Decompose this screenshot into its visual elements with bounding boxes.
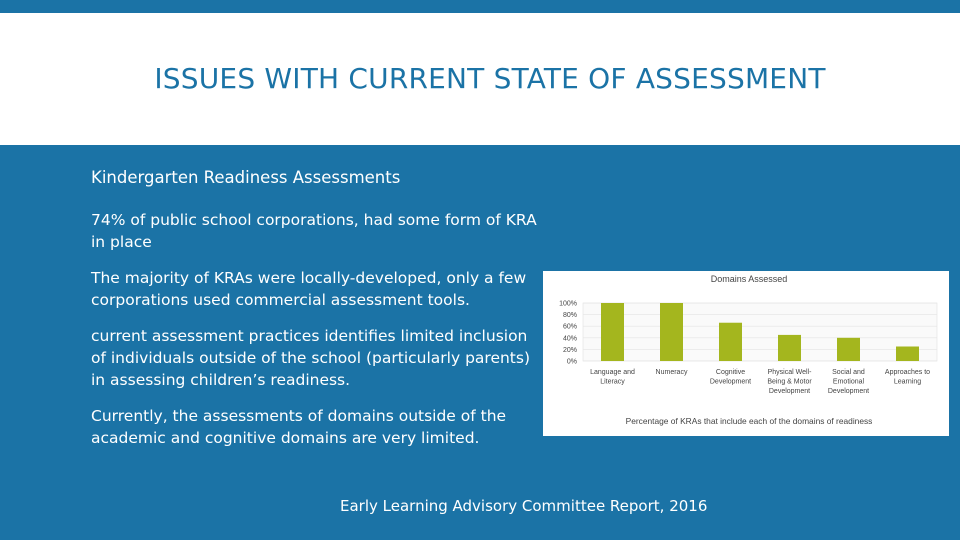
plot-area xyxy=(583,303,937,361)
y-tick-labels xyxy=(559,301,577,366)
top-accent-strip xyxy=(0,0,960,13)
y-tick-label: 80% xyxy=(562,312,577,320)
source-citation: Early Learning Advisory Committee Report, 2016 xyxy=(340,497,708,515)
slide-title: ISSUES WITH CURRENT STATE OF ASSESSMENT xyxy=(154,62,826,95)
y-tick-label: 100% xyxy=(559,300,577,308)
y-tick-label: 40% xyxy=(562,335,577,343)
category-label: Social and Emotional Development xyxy=(827,369,870,395)
category-label: Numeracy xyxy=(655,369,688,376)
category-label: Language and Literacy xyxy=(590,369,635,386)
slide-body xyxy=(91,168,541,463)
bar xyxy=(719,323,742,361)
domains-chart-svg xyxy=(543,271,949,436)
bar xyxy=(896,347,919,362)
category-label: Cognitive Development xyxy=(709,369,752,386)
chart-x-caption: Percentage of KRAs that include each of the domains of readiness xyxy=(625,416,873,426)
y-tick-label: 0% xyxy=(566,358,577,366)
paragraph-limited-inclusion: current assessment practices identifies limited inclusion of individuals outside of the school (particularly parents) in assessing children’s readiness. xyxy=(91,327,531,389)
category-label: Approaches to Learning xyxy=(884,369,931,386)
bar xyxy=(837,338,860,361)
category-label: Physical Well-Being & Motor Development xyxy=(767,369,812,395)
bar xyxy=(660,303,683,361)
category-labels xyxy=(590,369,930,395)
domains-chart xyxy=(543,271,949,436)
y-tick-label: 60% xyxy=(562,323,577,331)
paragraph-kra-percent: 74% of public school corporations, had some form of KRA in place xyxy=(91,211,537,251)
paragraph-domains-limited: Currently, the assessments of domains outside of the academic and cognitive domains are very limited. xyxy=(91,407,507,447)
chart-title: Domains Assessed xyxy=(710,274,788,284)
section-heading: Kindergarten Readiness Assessments xyxy=(91,168,401,187)
y-tick-label: 20% xyxy=(562,346,577,354)
bar xyxy=(778,335,801,361)
paragraph-locally-developed: The majority of KRAs were locally-developed, only a few corporations used commercial assessment tools. xyxy=(91,269,527,309)
bar xyxy=(601,303,624,361)
